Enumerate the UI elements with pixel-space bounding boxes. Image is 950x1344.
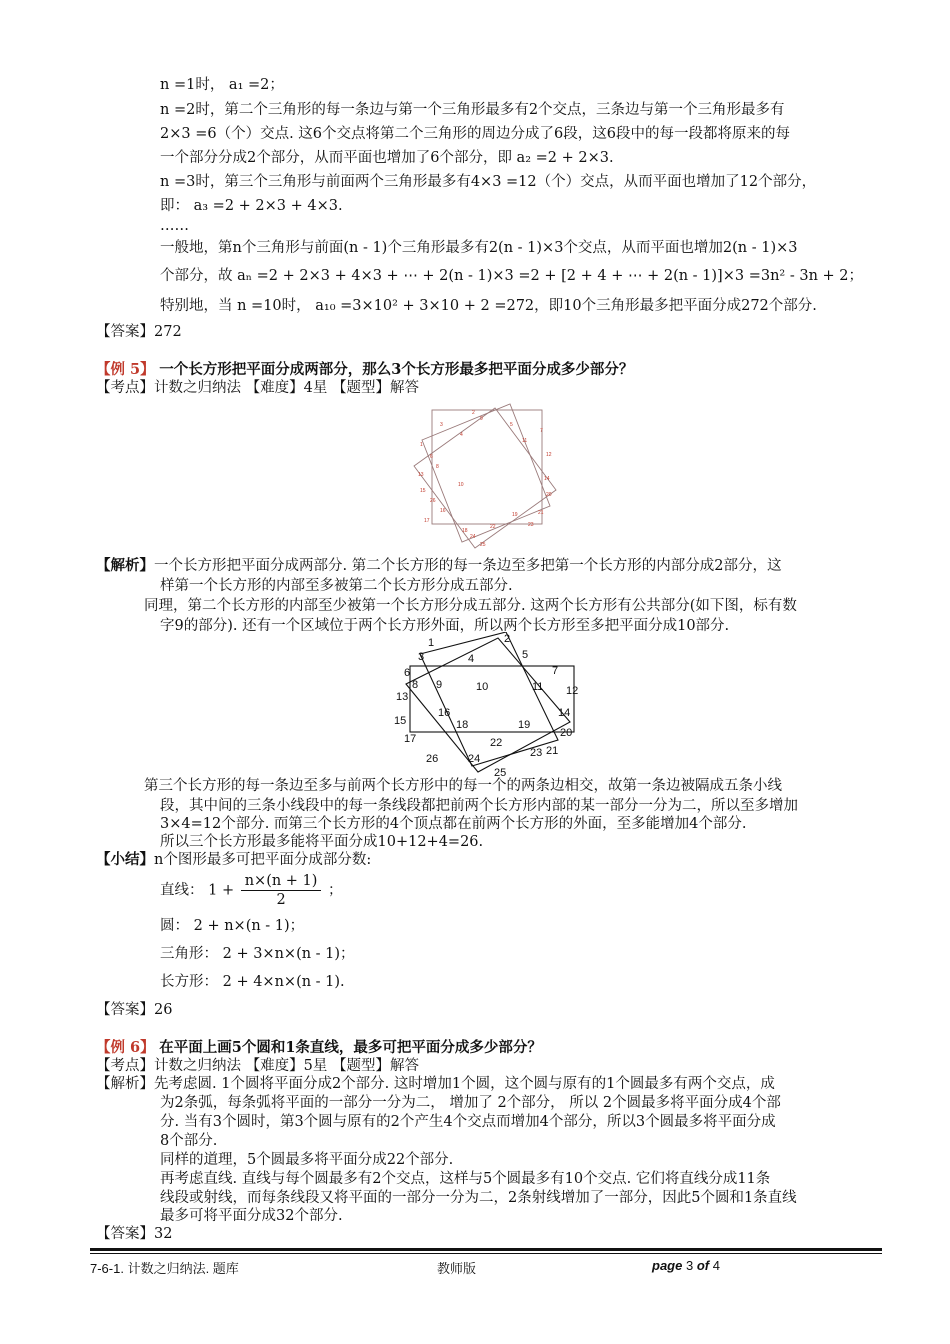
text-line: 样第一个长方形的内部至多被第二个长方形分成五部分. — [160, 578, 513, 594]
region-label: 20 — [546, 492, 552, 498]
rect-shape — [414, 408, 556, 548]
region-label: 13 — [418, 472, 424, 478]
footer-page — [652, 1258, 720, 1273]
three-rectangles-figure-labeled — [380, 632, 600, 780]
page-total: 4 — [712, 1258, 720, 1273]
example-question: 一个长方形把平面分成两部分，那么3个长方形最多把平面分成多少部分？ — [159, 361, 634, 378]
summary-label: 【小结】 — [96, 851, 154, 868]
formula-label: 直线： — [160, 882, 204, 899]
text-line: 3×4=12个部分. 而第三个长方形的4个顶点都在前两个长方形的外面，至多能增加4个部分. — [160, 816, 747, 832]
example-question: 在平面上画5个圆和1条直线，最多可把平面分成多少部分？ — [159, 1039, 542, 1056]
page-word: page — [652, 1258, 683, 1273]
text-line: 一般地，第n个三角形与前面(n - 1)个三角形最多有2(n - 1)×3个交点，从而平面也增加2(n - 1)×3 — [160, 240, 798, 256]
region-label: 17 — [404, 733, 417, 745]
region-label: 26 — [430, 498, 436, 504]
answer-label: 【答案】 — [96, 1002, 154, 1018]
text-line: 2×3 =6（个）交点. 这6个交点将第二个三角形的周边分成了6段，这6段中的每一段都将原来的每 — [160, 126, 790, 142]
region-label: 6 — [430, 454, 433, 460]
region-label: 16 — [438, 707, 451, 719]
region-label: 14 — [544, 476, 550, 482]
region-label: 7 — [540, 428, 543, 434]
formula-line: 三角形： 2 + 3×n×(n - 1)； — [160, 946, 355, 962]
region-label: 2 — [472, 410, 475, 416]
region-label: 17 — [424, 518, 430, 524]
region-label: 22 — [490, 737, 503, 749]
text-line: 即： a₃ =2 + 2×3 + 4×3. — [160, 198, 343, 214]
region-label: 23 — [530, 747, 543, 759]
region-label: 14 — [558, 707, 571, 719]
answer-line — [96, 1000, 172, 1020]
text-line: n =3时，第三个三角形与前面两个三角形最多有4×3 =12（个）交点，从而平面也增加了12个部分， — [160, 174, 817, 190]
numerator: n×(n + 1) — [241, 872, 322, 891]
region-label: 6 — [404, 667, 411, 679]
region-label: 25 — [494, 767, 507, 779]
text-line: …… — [160, 218, 189, 234]
region-label: 26 — [426, 753, 439, 765]
region-label: 16 — [440, 508, 446, 514]
analysis-line — [96, 556, 781, 576]
region-label: 18 — [456, 719, 469, 731]
text-line: 一个部分分成2个部分，从而平面也增加了6个部分，即 a₂ =2 + 2×3. — [160, 150, 614, 166]
region-label: 19 — [512, 512, 518, 518]
region-label: 15 — [394, 715, 407, 727]
region-label: 3 — [418, 651, 425, 663]
text-line: 一个长方形把平面分成两部分. 第二个长方形的每一条边至多把第一个长方形的内部分成2部分，这 — [154, 558, 782, 574]
text-line: 同理，第二个长方形的内部至少被第一个长方形分成五部分. 这两个长方形有公共部分(如下图，标有数 — [144, 598, 797, 614]
three-rectangles-figure-small — [400, 396, 570, 560]
example-meta: 【考点】计数之归纳法 【难度】4星 【题型】解答 — [96, 380, 419, 396]
region-label: 2 — [504, 633, 511, 645]
region-label: 9 — [436, 679, 443, 691]
region-label: 22 — [490, 524, 496, 530]
region-label: 24 — [468, 753, 481, 765]
example-5-header — [96, 360, 633, 380]
region-label: 5 — [510, 422, 513, 428]
region-label: 25 — [480, 542, 486, 548]
footer-rule — [90, 1253, 882, 1254]
text-line: 所以三个长方形最多能将平面分成10+12+4=26. — [160, 834, 484, 850]
formula-line: 圆： 2 + n×(n - 1)； — [160, 918, 305, 934]
analysis-label: 【解析】 — [96, 1076, 154, 1092]
region-label: 10 — [458, 482, 464, 488]
region-label: 21 — [546, 745, 559, 757]
answer-value: 26 — [154, 1002, 173, 1018]
footer-left: 7-6-1. 计数之归纳法. 题库 — [90, 1261, 239, 1276]
formula-line: 长方形： 2 + 4×n×(n - 1). — [160, 974, 345, 990]
region-label: 19 — [518, 719, 531, 731]
region-label: 8 — [412, 679, 419, 691]
region-label: 10 — [476, 681, 489, 693]
page-number: 3 — [685, 1258, 694, 1273]
region-label: 18 — [462, 528, 468, 534]
answer-value: 32 — [154, 1226, 173, 1242]
region-label: 13 — [396, 691, 409, 703]
example-tag: 【例 6】 — [96, 1039, 155, 1056]
region-label: 1 — [420, 442, 423, 448]
analysis-label: 【解析】 — [96, 557, 154, 574]
answer-line — [96, 322, 182, 342]
region-label: 11 — [532, 681, 544, 693]
region-label: 7 — [552, 665, 559, 677]
region-label: 9 — [480, 416, 483, 422]
answer-line — [96, 1224, 172, 1244]
region-label: 12 — [566, 685, 579, 697]
text-line: n =2时，第二个三角形的每一条边与第一个三角形最多有2个交点，三条边与第一个三角形最多有 — [160, 102, 785, 118]
region-label: 8 — [436, 464, 439, 470]
example-meta: 【考点】计数之归纳法 【难度】5星 【题型】解答 — [96, 1058, 419, 1074]
formula-text: 1 + — [208, 882, 235, 899]
example-6-header — [96, 1038, 542, 1058]
region-label: 5 — [522, 649, 529, 661]
text-line: 特别地，当 n =10时， a₁₀ =3×10² + 3×10 + 2 =272，即10个三角形最多把平面分成272个部分. — [160, 298, 817, 314]
text-line: 个部分，故 aₙ =2 + 2×3 + 4×3 + ⋯ + 2(n - 1)×3 =2 + [2 + 4 + ⋯ + 2(n - 1)]×3 =3n² - 3n + 2； — [160, 268, 864, 284]
text-line: 为2条弧，每条弧将平面的一部分一分为二， 增加了 2个部分， 所以 2个圆最多将平面分成4个部 — [160, 1095, 781, 1111]
summary-line — [96, 850, 371, 870]
text-line: 同样的道理，5个圆最多将平面分成22个部分. — [160, 1152, 454, 1168]
analysis-line — [96, 1074, 775, 1094]
region-label: 1 — [428, 637, 435, 649]
region-label: 20 — [560, 727, 573, 739]
region-label: 4 — [468, 653, 475, 665]
text-line: 8个部分. — [160, 1133, 218, 1149]
text-line: 再考虑直线. 直线与每个圆最多有2个交点，这样与5个圆最多有10个交点. 它们将直线分成11条 — [160, 1171, 771, 1187]
text-line: 分. 当有3个圆时，第3个圆与原有的2个产生4个交点而增加4个部分，所以3个圆最多将平面分成 — [160, 1114, 776, 1130]
summary-text: n个图形最多可把平面分成部分数: — [154, 852, 372, 868]
footer-rule — [90, 1248, 882, 1251]
example-tag: 【例 5】 — [96, 361, 155, 378]
region-label: 23 — [528, 522, 534, 528]
region-label: 21 — [538, 510, 544, 516]
text-line: 字9的部分). 还有一个区域位于两个长方形外面，所以两个长方形至多把平面分成10部分. — [160, 618, 730, 634]
footer-center: 教师版 — [437, 1261, 477, 1276]
text-line: 段，其中间的三条小线段中的每一条线段都把前两个长方形内部的某一部分一分为二，所以至多增加 — [160, 798, 798, 814]
region-label: 11 — [522, 438, 528, 444]
fraction — [241, 872, 322, 909]
of-word: of — [696, 1258, 710, 1273]
answer-label: 【答案】 — [96, 324, 154, 340]
text-line: 第三个长方形的每一条边至多与前两个长方形中的每一个的两条边相交，故第一条边被隔成五条小线 — [144, 778, 782, 794]
text-line: 线段或射线，而每条线段又将平面的一部分一分为二，2条射线增加了一部分，因此5个圆和1条直线 — [160, 1190, 797, 1206]
region-label: 12 — [546, 452, 552, 458]
region-label: 3 — [440, 422, 443, 428]
text-line: n =1时， a₁ =2； — [160, 77, 284, 93]
text-line: 先考虑圆. 1个圆将平面分成2个部分. 这时增加1个圆，这个圆与原有的1个圆最多有两个交点，成 — [154, 1076, 775, 1092]
rect-shape — [420, 632, 558, 766]
answer-label: 【答案】 — [96, 1226, 154, 1242]
region-label: 4 — [460, 432, 463, 438]
answer-value: 272 — [154, 324, 182, 340]
formula-text: ； — [328, 882, 343, 899]
denominator: 2 — [276, 892, 286, 908]
text-line: 最多可将平面分成32个部分. — [160, 1208, 343, 1224]
region-label: 24 — [470, 534, 476, 540]
region-label: 15 — [420, 488, 426, 494]
formula-line — [160, 872, 343, 909]
